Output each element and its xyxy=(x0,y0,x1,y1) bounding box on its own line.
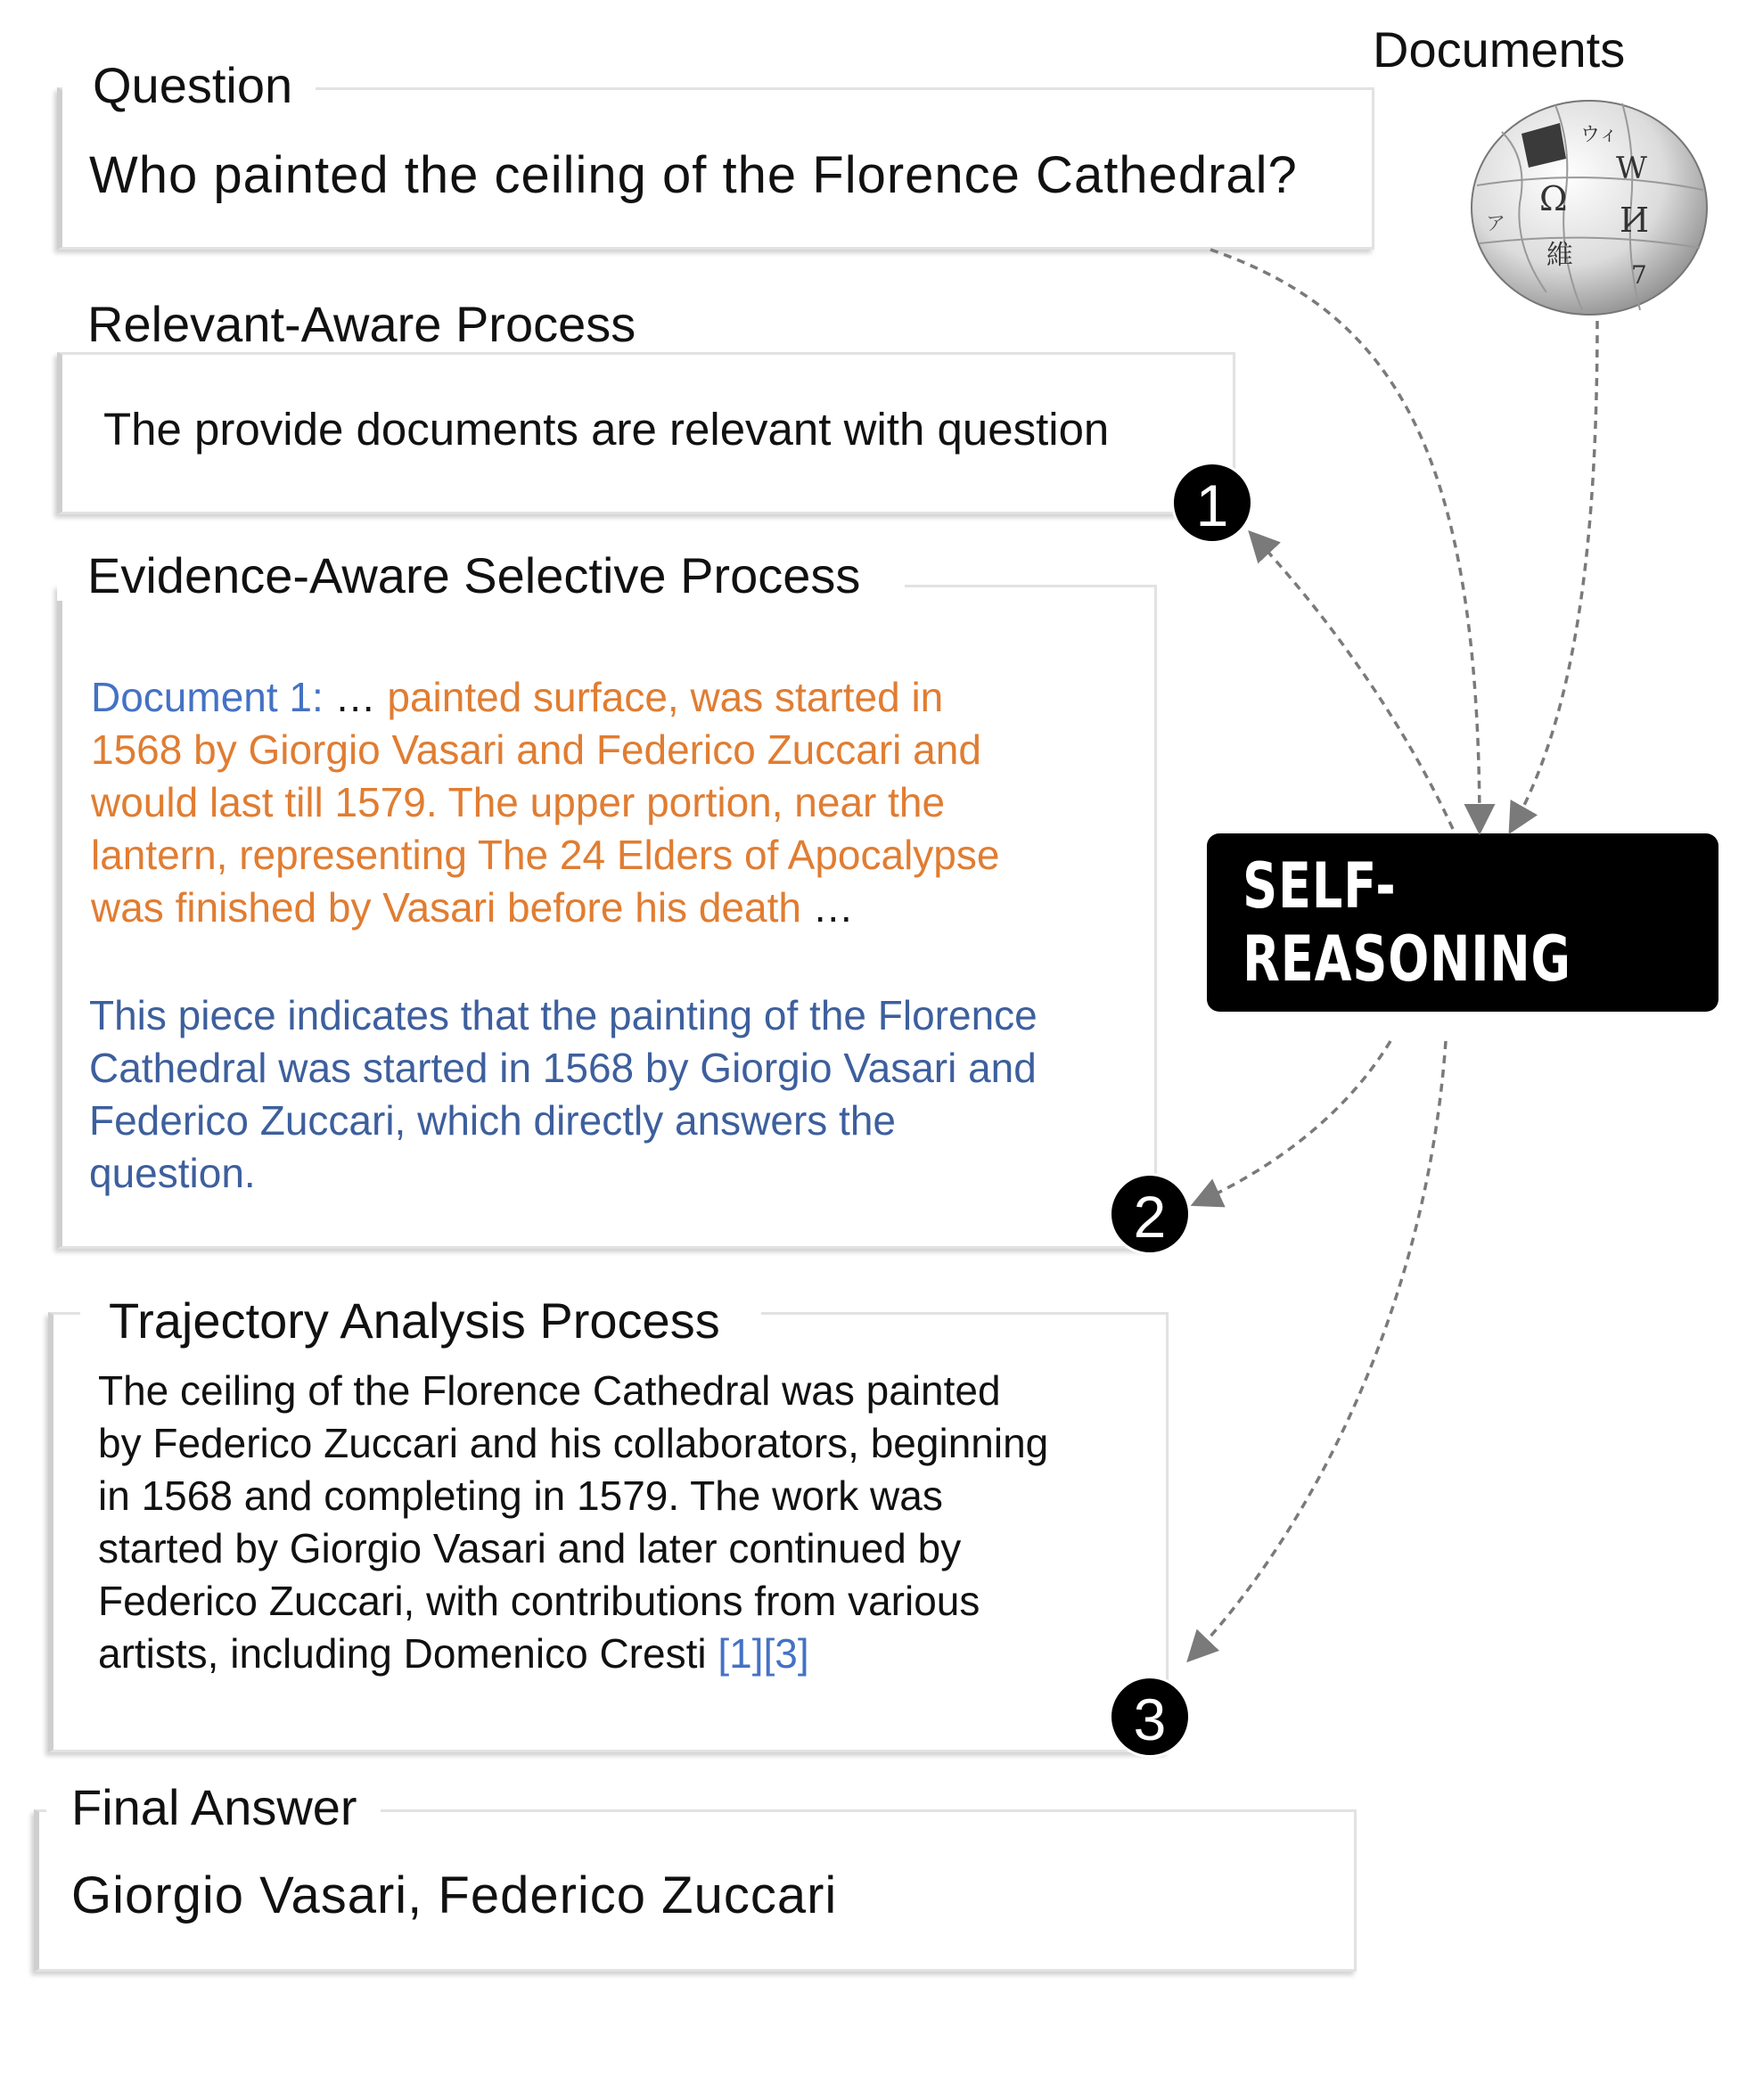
badge-1: 1 xyxy=(1171,462,1253,544)
badge-3: 3 xyxy=(1109,1676,1191,1758)
globe-glyph-6: ア xyxy=(1486,213,1506,235)
arrow-to-evidence xyxy=(1196,1041,1390,1203)
document-label: Document 1: xyxy=(91,674,324,720)
arrow-documents-to-self-reasoning xyxy=(1512,321,1597,829)
self-reasoning-label: SELF-REASONING xyxy=(1243,849,1571,996)
document-quote: painted surface, was started in 1568 by Giorgio Vasari and Federico Zuccari and would last till 1579. The upper portion, near the lantern, representing The 24 Elders of Apocalypse was finished by Vasari before his death xyxy=(91,674,1000,931)
globe-glyph-3: И xyxy=(1620,201,1650,240)
relevant-title: Relevant-Aware Process xyxy=(57,299,707,349)
ellipsis-end: … xyxy=(800,884,854,931)
globe-glyph-5: ウィ xyxy=(1580,124,1619,146)
relevant-text: The provide documents are relevant with question xyxy=(103,404,1110,455)
ellipsis-start: … xyxy=(323,674,388,720)
arrow-question-to-self-reasoning xyxy=(1210,250,1480,829)
arrow-to-relevant xyxy=(1252,535,1453,829)
trajectory-citations: [1][3] xyxy=(718,1630,809,1677)
final-answer-text: Giorgio Vasari, Federico Zuccari xyxy=(71,1866,838,1924)
final-answer-title: Final Answer xyxy=(46,1783,381,1833)
question-text: Who painted the ceiling of the Florence Cathedral? xyxy=(89,146,1298,204)
badge-2: 2 xyxy=(1109,1173,1191,1255)
globe-glyph-2: Ω xyxy=(1539,179,1568,218)
trajectory-title: Trajectory Analysis Process xyxy=(80,1296,761,1346)
question-title: Question xyxy=(62,61,316,111)
evidence-analysis: This piece indicates that the painting of the Florence Cathedral was started in 1568 by Giorgio Vasari and Federico Zuccari, which directly answers the question. xyxy=(89,992,1038,1196)
arrow-to-trajectory xyxy=(1191,1041,1446,1658)
documents-label: Documents xyxy=(1373,21,1626,78)
globe-glyph-7: 7 xyxy=(1631,260,1647,290)
globe-glyph-4: 維 xyxy=(1546,240,1573,271)
evidence-title: Evidence-Aware Selective Process xyxy=(57,551,905,601)
globe-glyph-1: W xyxy=(1616,151,1647,186)
trajectory-body: The ceiling of the Florence Cathedral was painted by Federico Zuccari and his collaborators, beginning in 1568 and completing in 1579. The work was started by Giorgio Vasari and later continued by Federico Zuccari, with contributions from various artists, including Domenico Cresti xyxy=(98,1367,1049,1677)
